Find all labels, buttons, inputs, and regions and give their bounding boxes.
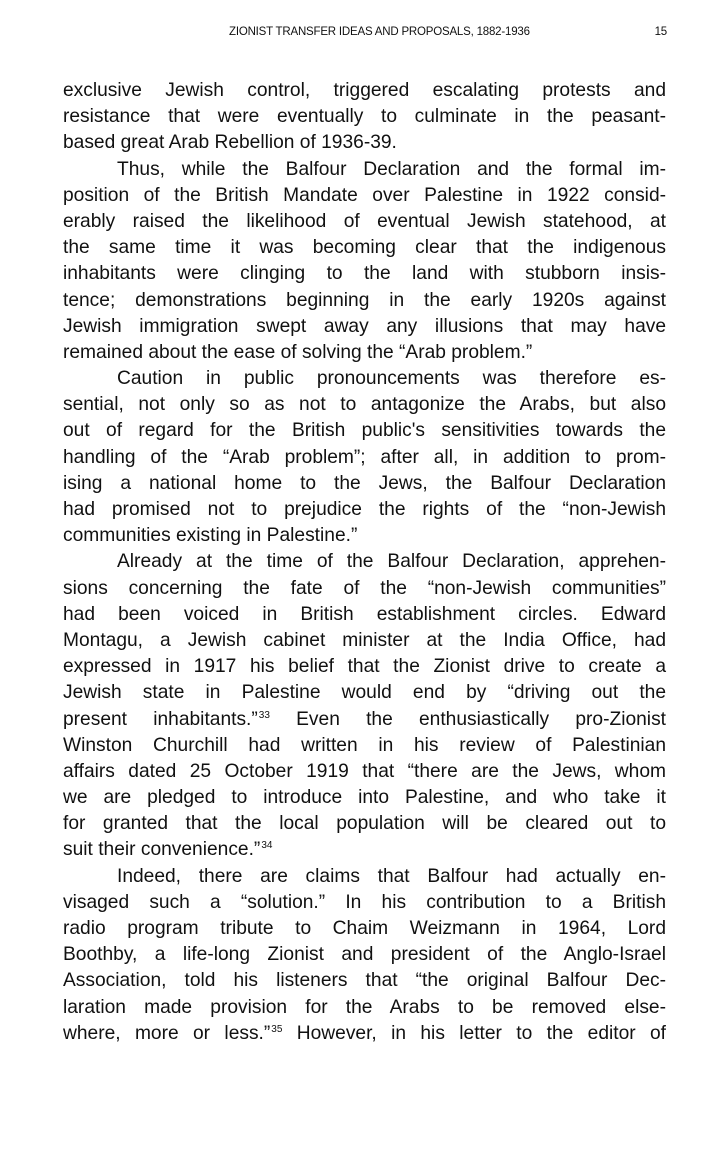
text-line: Winston Churchill had written in his review of Palestinian xyxy=(63,734,666,756)
text-line xyxy=(63,837,666,863)
text-line: affairs dated 25 October 1919 that “there are the Jews, whom xyxy=(63,760,666,782)
text-segment: suit their convenience.” xyxy=(63,839,261,861)
text-line xyxy=(63,707,666,733)
text-line: the same time it was becoming clear that the indigenous xyxy=(63,237,666,259)
text-line: communities existing in Palestine.” xyxy=(63,525,358,547)
footnote-ref-33[interactable]: 33 xyxy=(258,709,270,721)
text-line: for granted that the local population will be cleared out to xyxy=(63,813,666,835)
text-line: Caution in public pronouncements was therefore es- xyxy=(117,368,666,390)
text-line xyxy=(63,1021,666,1047)
paragraph xyxy=(63,366,666,549)
footnote-ref-35[interactable]: 35 xyxy=(271,1023,283,1035)
text-line: Indeed, there are claims that Balfour had actually en- xyxy=(117,865,666,887)
text-line: visaged such a “solution.” In his contribution to a British xyxy=(63,891,666,913)
text-segment: present inhabitants.” xyxy=(63,708,258,730)
text-line: sential, not only so as not to antagonize the Arabs, but also xyxy=(63,394,666,416)
text-line: ising a national home to the Jews, the Balfour Declaration xyxy=(63,472,666,494)
paragraph xyxy=(63,549,666,863)
text-line: we are pledged to introduce into Palestine, and who take it xyxy=(63,787,666,809)
text-segment: where, more or less.” xyxy=(63,1022,271,1044)
text-line: tence; demonstrations beginning in the early 1920s against xyxy=(63,289,666,311)
text-line: expressed in 1917 his belief that the Zionist drive to create a xyxy=(63,656,666,678)
text-segment: However, in his letter to the editor of xyxy=(282,1022,667,1044)
text-line: Association, told his listeners that “the original Balfour Dec- xyxy=(63,970,666,992)
text-line: based great Arab Rebellion of 1936-39. xyxy=(63,132,397,154)
text-line: resistance that were eventually to culminate in the peasant- xyxy=(63,106,666,128)
paragraph xyxy=(63,157,666,367)
running-head xyxy=(229,26,669,42)
text-line: remained about the ease of solving the “Arab problem.” xyxy=(63,341,533,363)
text-line: exclusive Jewish control, triggered escalating protests and xyxy=(63,80,666,101)
text-line: had promised not to prejudice the rights of the “non-Jewish xyxy=(63,499,666,520)
text-line: laration made provision for the Arabs to be removed else- xyxy=(63,996,666,1018)
text-line: handling of the “Arab problem”; after all, in addition to prom- xyxy=(63,446,666,468)
text-line: Thus, while the Balfour Declaration and the formal im- xyxy=(117,158,666,180)
text-line: had been voiced in British establishment circles. Edward xyxy=(63,603,666,625)
text-segment: Even the enthusiastically pro-Zionist xyxy=(269,708,666,730)
text-line: radio program tribute to Chaim Weizmann in 1964, Lord xyxy=(63,918,666,939)
paragraph xyxy=(63,78,666,157)
text-line: Montagu, a Jewish cabinet minister at the India Office, had xyxy=(63,629,666,651)
paragraph xyxy=(63,864,666,1047)
running-head-title: ZIONIST TRANSFER IDEAS AND PROPOSALS, 1882-1936 xyxy=(229,26,530,38)
page-number: 15 xyxy=(654,26,667,38)
text-line: sions concerning the fate of the “non-Jewish communities” xyxy=(63,577,666,599)
text-line: Jewish immigration swept away any illusions that may have xyxy=(63,315,666,337)
text-line: Already at the time of the Balfour Declaration, apprehen- xyxy=(117,551,666,573)
footnote-ref-34[interactable]: 34 xyxy=(261,840,273,852)
text-line: position of the British Mandate over Palestine in 1922 consid- xyxy=(63,184,666,206)
text-line: Jewish state in Palestine would end by “driving out the xyxy=(63,682,666,704)
body-text xyxy=(63,78,666,1047)
text-line: Boothby, a life-long Zionist and president of the Anglo-Israel xyxy=(63,944,666,966)
text-line: out of regard for the British public's sensitivities towards the xyxy=(63,420,666,442)
text-line: inhabitants were clinging to the land with stubborn insis- xyxy=(63,263,666,285)
text-line: erably raised the likelihood of eventual Jewish statehood, at xyxy=(63,210,666,232)
